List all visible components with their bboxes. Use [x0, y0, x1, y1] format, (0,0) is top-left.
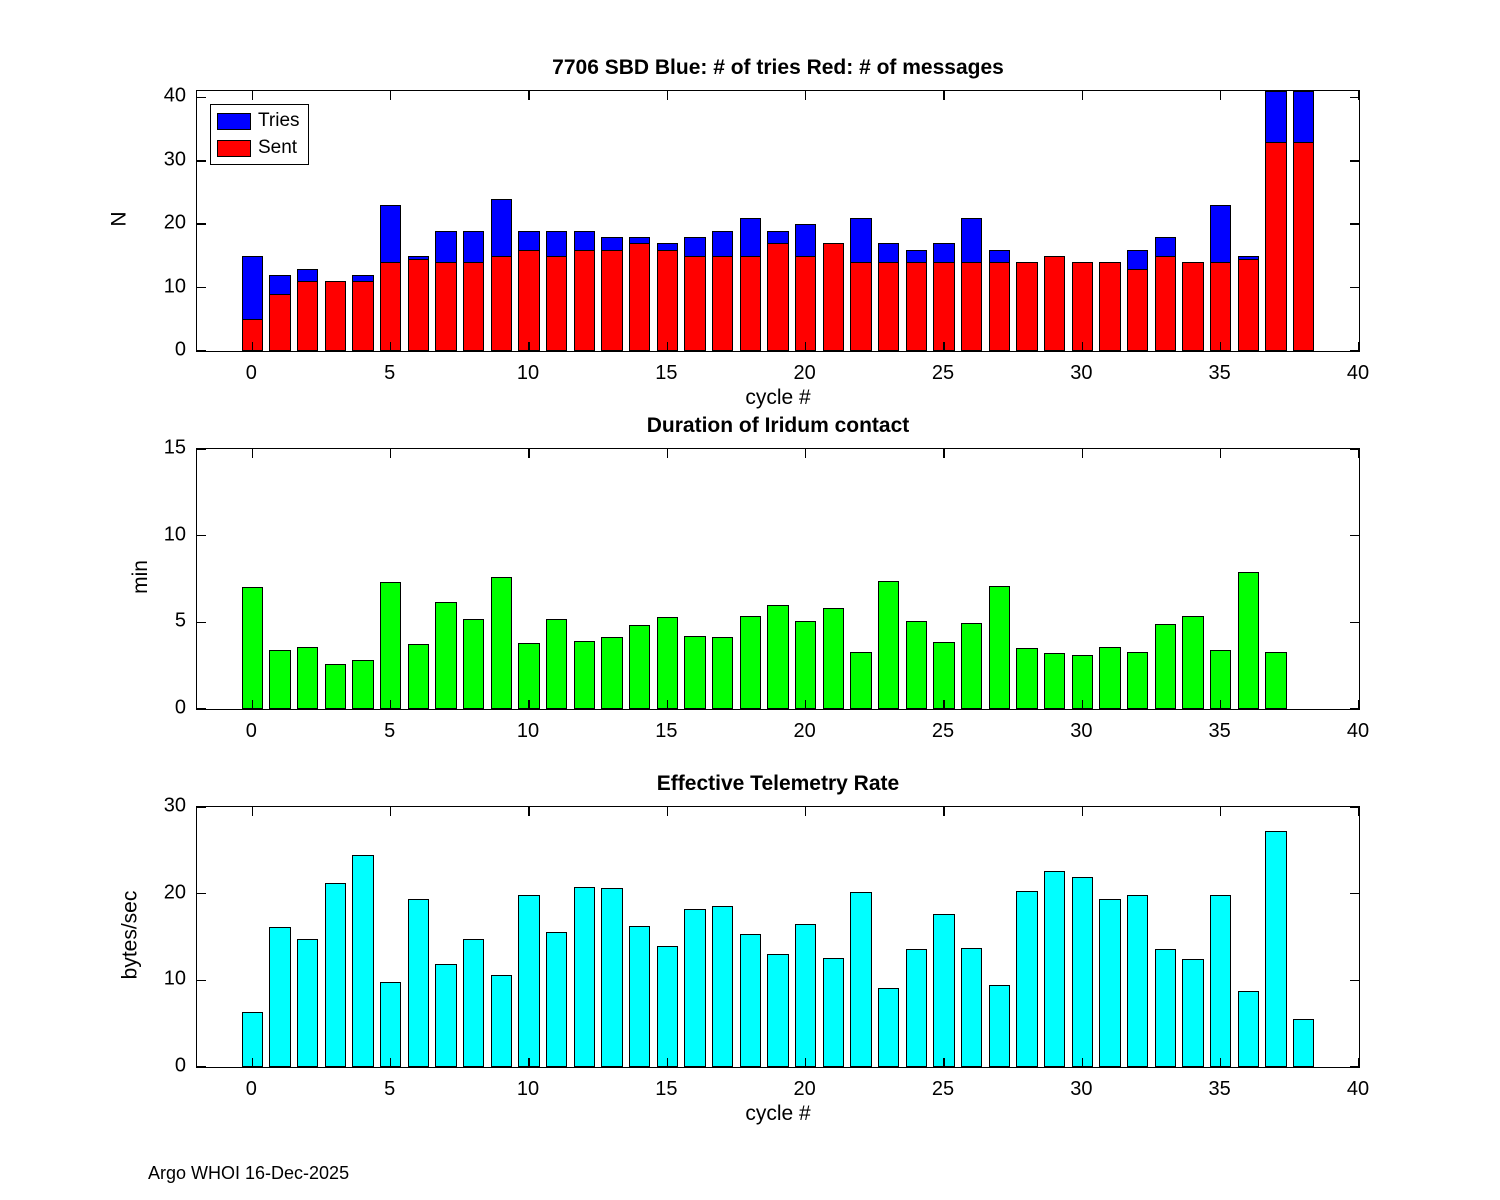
bar-sent — [269, 294, 291, 351]
bar-sent — [574, 250, 596, 351]
y-tick-label: 20 — [163, 211, 186, 234]
x-axis-label-cycle-3: cycle # — [745, 1102, 811, 1125]
panel-title-telemetry: Effective Telemetry Rate — [656, 772, 900, 795]
y-tick-mark — [197, 448, 206, 450]
x-tick-label: 35 — [1208, 362, 1231, 384]
y-tick-label: 0 — [174, 696, 186, 719]
bar-value — [325, 664, 347, 709]
bar-value — [269, 927, 291, 1067]
x-tick-mark — [390, 449, 392, 458]
legend-row-sent — [217, 137, 300, 159]
x-tick-mark — [252, 342, 254, 351]
legend-swatch-sent — [217, 140, 251, 157]
x-tick-mark — [1220, 807, 1222, 816]
x-tick-label: 15 — [655, 720, 678, 742]
x-tick-mark — [252, 1058, 254, 1067]
x-tick-mark — [1358, 449, 1360, 458]
x-tick-label: 35 — [1208, 1078, 1231, 1100]
x-tick-mark — [528, 449, 530, 458]
x-tick-label: 25 — [931, 362, 955, 384]
bar-value — [933, 914, 955, 1067]
bar-sent — [546, 256, 568, 351]
x-tick-mark — [805, 342, 807, 351]
footer-credit: Argo WHOI 16-Dec-2025 — [148, 1163, 350, 1183]
bar-value — [1182, 959, 1204, 1067]
x-tick-mark — [805, 1058, 807, 1067]
x-tick-mark — [805, 700, 807, 709]
bar-sent — [657, 250, 679, 351]
y-tick-mark — [197, 622, 206, 624]
bar-value — [850, 892, 872, 1067]
bar-sent — [491, 256, 513, 351]
bar-sent — [906, 262, 928, 351]
y-tick-label: 10 — [163, 523, 186, 546]
x-tick-mark — [943, 1058, 945, 1067]
bar-value — [463, 939, 485, 1067]
bar-value — [1044, 653, 1066, 709]
x-tick-mark — [943, 91, 945, 100]
x-tick-mark — [1220, 342, 1222, 351]
x-tick-mark — [1358, 700, 1360, 709]
y-tick-mark — [1350, 980, 1359, 982]
bar-value — [1155, 624, 1177, 709]
x-tick-label: 0 — [245, 1078, 257, 1100]
x-tick-mark — [1220, 1058, 1222, 1067]
y-tick-mark — [1350, 160, 1359, 162]
bar-value — [767, 954, 789, 1067]
x-tick-label: 5 — [384, 362, 396, 384]
y-tick-mark — [1350, 223, 1359, 225]
y-tick-label: 20 — [163, 881, 186, 904]
x-tick-label: 30 — [1070, 720, 1093, 742]
bar-sent — [684, 256, 706, 351]
bar-value — [740, 934, 762, 1067]
bar-value — [933, 642, 955, 709]
x-tick-mark — [528, 91, 530, 100]
x-tick-mark — [390, 700, 392, 709]
y-tick-mark — [197, 980, 206, 982]
bar-value — [629, 926, 651, 1067]
x-tick-mark — [1082, 1058, 1084, 1067]
x-tick-mark — [1358, 342, 1360, 351]
bar-value — [795, 924, 817, 1067]
bar-sent — [1182, 262, 1204, 351]
bar-value — [961, 623, 983, 709]
x-tick-label: 15 — [655, 362, 678, 384]
x-tick-mark — [667, 342, 669, 351]
legend-row-tries — [217, 110, 300, 132]
x-tick-label: 20 — [793, 720, 816, 742]
bar-value — [1099, 899, 1121, 1067]
x-tick-mark — [390, 1058, 392, 1067]
bar-sent — [435, 262, 457, 351]
bar-sent — [352, 281, 374, 351]
y-tick-mark — [1350, 622, 1359, 624]
y-tick-mark — [1350, 893, 1359, 895]
bar-value — [657, 946, 679, 1067]
x-tick-label: 15 — [655, 1078, 678, 1100]
bar-sent — [1238, 259, 1260, 351]
x-tick-mark — [667, 449, 669, 458]
bar-value — [1210, 895, 1232, 1067]
bar-value — [906, 621, 928, 709]
bar-value — [435, 602, 457, 709]
x-tick-label: 0 — [245, 720, 257, 742]
x-tick-mark — [390, 91, 392, 100]
bar-value — [740, 616, 762, 709]
y-tick-label: 30 — [163, 148, 186, 171]
bar-value — [1155, 949, 1177, 1067]
x-tick-label: 30 — [1070, 362, 1093, 384]
plot-area-duration — [196, 448, 1360, 710]
bar-sent — [961, 262, 983, 351]
bar-sent — [518, 250, 540, 351]
bar-value — [823, 958, 845, 1067]
y-tick-mark — [197, 893, 206, 895]
y-tick-mark — [197, 1066, 206, 1068]
bar-sent — [989, 262, 1011, 351]
bar-sent — [1155, 256, 1177, 351]
x-axis-label-cycle: cycle # — [745, 386, 811, 409]
bar-value — [408, 899, 430, 1067]
x-tick-mark — [667, 700, 669, 709]
legend-swatch-tries — [217, 113, 251, 130]
x-tick-label: 10 — [516, 1078, 540, 1100]
y-tick-label: 10 — [163, 967, 186, 990]
y-tick-label: 0 — [174, 1054, 186, 1077]
bar-value — [823, 608, 845, 709]
bar-value — [629, 625, 651, 709]
y-tick-mark — [197, 535, 206, 537]
bar-value — [712, 906, 734, 1067]
bar-value — [380, 582, 402, 709]
x-tick-mark — [943, 342, 945, 351]
bar-sent — [1072, 262, 1094, 351]
bar-value — [408, 644, 430, 709]
bar-value — [352, 855, 374, 1067]
x-tick-mark — [528, 807, 530, 816]
bar-value — [1238, 991, 1260, 1067]
bar-value — [712, 637, 734, 709]
bar-value — [684, 909, 706, 1067]
x-tick-mark — [528, 1058, 530, 1067]
y-tick-mark — [197, 97, 206, 99]
bar-sent — [1099, 262, 1121, 351]
bar-value — [380, 982, 402, 1067]
y-tick-mark — [197, 350, 206, 352]
x-tick-mark — [943, 449, 945, 458]
bar-value — [1127, 652, 1149, 709]
x-tick-mark — [252, 700, 254, 709]
bar-value — [1044, 871, 1066, 1067]
bar-sent — [1016, 262, 1038, 351]
bar-value — [850, 652, 872, 709]
plot-area-sbd — [196, 90, 1360, 352]
bar-value — [491, 577, 513, 709]
bar-sent — [1044, 256, 1066, 351]
bar-value — [546, 932, 568, 1067]
bar-value — [989, 586, 1011, 709]
bar-sent — [823, 243, 845, 351]
plot-area-telemetry — [196, 806, 1360, 1068]
bar-sent — [408, 259, 430, 351]
bar-value — [989, 985, 1011, 1067]
bar-value — [242, 587, 264, 709]
bar-value — [961, 948, 983, 1067]
bar-sent — [380, 262, 402, 351]
y-tick-label: 5 — [174, 609, 186, 632]
bar-sent — [1293, 142, 1315, 351]
bar-value — [906, 949, 928, 1067]
x-tick-label: 20 — [793, 362, 816, 384]
x-tick-mark — [390, 807, 392, 816]
y-tick-mark — [197, 287, 206, 289]
panel-sbd-counts — [107, 56, 1370, 409]
y-tick-label: 15 — [163, 436, 186, 459]
bar-value — [657, 617, 679, 709]
bar-sent — [601, 250, 623, 351]
bar-sent — [740, 256, 762, 351]
bar-sent — [850, 262, 872, 351]
x-tick-label: 40 — [1346, 362, 1370, 384]
bar-value — [1238, 572, 1260, 709]
bar-value — [297, 939, 319, 1067]
bar-sent — [325, 281, 347, 351]
x-tick-mark — [1082, 91, 1084, 100]
x-tick-mark — [528, 342, 530, 351]
x-tick-mark — [1220, 449, 1222, 458]
x-tick-mark — [1082, 449, 1084, 458]
bar-sent — [297, 281, 319, 351]
bar-sent — [712, 256, 734, 351]
bar-sent — [795, 256, 817, 351]
bar-value — [1127, 895, 1149, 1067]
y-tick-mark — [197, 223, 206, 225]
bar-value — [325, 883, 347, 1067]
bar-value — [1072, 877, 1094, 1067]
x-tick-mark — [805, 449, 807, 458]
x-tick-mark — [667, 807, 669, 816]
bar-value — [878, 581, 900, 709]
bar-sent — [1210, 262, 1232, 351]
x-tick-label: 40 — [1346, 1078, 1370, 1100]
bar-value — [574, 887, 596, 1067]
x-tick-mark — [1358, 1058, 1360, 1067]
bar-value — [1265, 652, 1287, 709]
x-tick-mark — [805, 807, 807, 816]
bar-value — [463, 619, 485, 709]
x-tick-label: 25 — [931, 1078, 955, 1100]
x-tick-mark — [1082, 342, 1084, 351]
bar-value — [1265, 831, 1287, 1067]
x-tick-mark — [1220, 91, 1222, 100]
bar-value — [1182, 616, 1204, 709]
y-axis-label-n: N — [107, 211, 131, 227]
y-axis-label-min: min — [128, 560, 152, 594]
x-tick-mark — [1358, 807, 1360, 816]
x-tick-label: 40 — [1346, 720, 1370, 742]
panel-title-sbd: 7706 SBD Blue: # of tries Red: # of messages — [552, 56, 1004, 79]
bar-value — [574, 641, 596, 709]
x-tick-mark — [1220, 700, 1222, 709]
panel-iridium-duration — [128, 414, 1370, 742]
bar-value — [518, 895, 540, 1067]
y-tick-mark — [197, 806, 206, 808]
x-tick-mark — [943, 700, 945, 709]
y-tick-mark — [197, 708, 206, 710]
x-tick-mark — [390, 342, 392, 351]
y-tick-label: 40 — [163, 84, 186, 107]
bar-value — [1016, 891, 1038, 1067]
bar-value — [297, 647, 319, 709]
x-tick-mark — [252, 91, 254, 100]
bar-value — [352, 660, 374, 709]
x-tick-mark — [1358, 91, 1360, 100]
bar-value — [601, 888, 623, 1067]
x-tick-label: 20 — [793, 1078, 816, 1100]
bar-value — [491, 975, 513, 1067]
x-tick-label: 5 — [384, 720, 396, 742]
bar-value — [878, 988, 900, 1067]
x-tick-mark — [528, 700, 530, 709]
bar-sent — [1127, 269, 1149, 351]
y-tick-mark — [197, 160, 206, 162]
x-tick-mark — [1082, 807, 1084, 816]
x-tick-mark — [805, 91, 807, 100]
x-tick-mark — [943, 807, 945, 816]
bar-value — [767, 605, 789, 709]
x-tick-label: 30 — [1070, 1078, 1093, 1100]
bar-value — [1099, 647, 1121, 709]
x-tick-mark — [667, 91, 669, 100]
bar-sent — [933, 262, 955, 351]
y-tick-label: 0 — [174, 338, 186, 361]
x-tick-label: 5 — [384, 1078, 396, 1100]
y-axis-label-bytes: bytes/sec — [118, 890, 142, 980]
y-tick-mark — [1350, 287, 1359, 289]
x-tick-label: 10 — [516, 720, 540, 742]
bar-value — [435, 964, 457, 1067]
x-tick-label: 10 — [516, 362, 540, 384]
bar-sent — [1265, 142, 1287, 351]
legend-label-tries: Tries — [258, 110, 300, 131]
legend-sbd — [210, 104, 309, 165]
bar-value — [546, 619, 568, 709]
x-tick-label: 25 — [931, 720, 955, 742]
y-tick-mark — [1350, 535, 1359, 537]
bar-sent — [629, 243, 651, 351]
x-tick-mark — [252, 449, 254, 458]
bar-value — [795, 621, 817, 709]
panel-title-duration: Duration of Iridum contact — [646, 414, 910, 437]
bar-value — [1293, 1019, 1315, 1067]
x-tick-label: 35 — [1208, 720, 1231, 742]
bar-value — [1016, 648, 1038, 709]
bar-sent — [463, 262, 485, 351]
bar-value — [269, 650, 291, 709]
x-tick-label: 0 — [245, 362, 257, 384]
legend-label-sent: Sent — [258, 137, 298, 158]
panel-telemetry-rate — [118, 772, 1370, 1125]
bar-sent — [878, 262, 900, 351]
x-tick-mark — [1082, 700, 1084, 709]
y-tick-label: 10 — [163, 275, 186, 298]
y-tick-label: 30 — [163, 794, 186, 817]
bar-sent — [767, 243, 789, 351]
x-tick-mark — [252, 807, 254, 816]
bar-value — [601, 637, 623, 709]
bar-value — [684, 636, 706, 709]
x-tick-mark — [667, 1058, 669, 1067]
